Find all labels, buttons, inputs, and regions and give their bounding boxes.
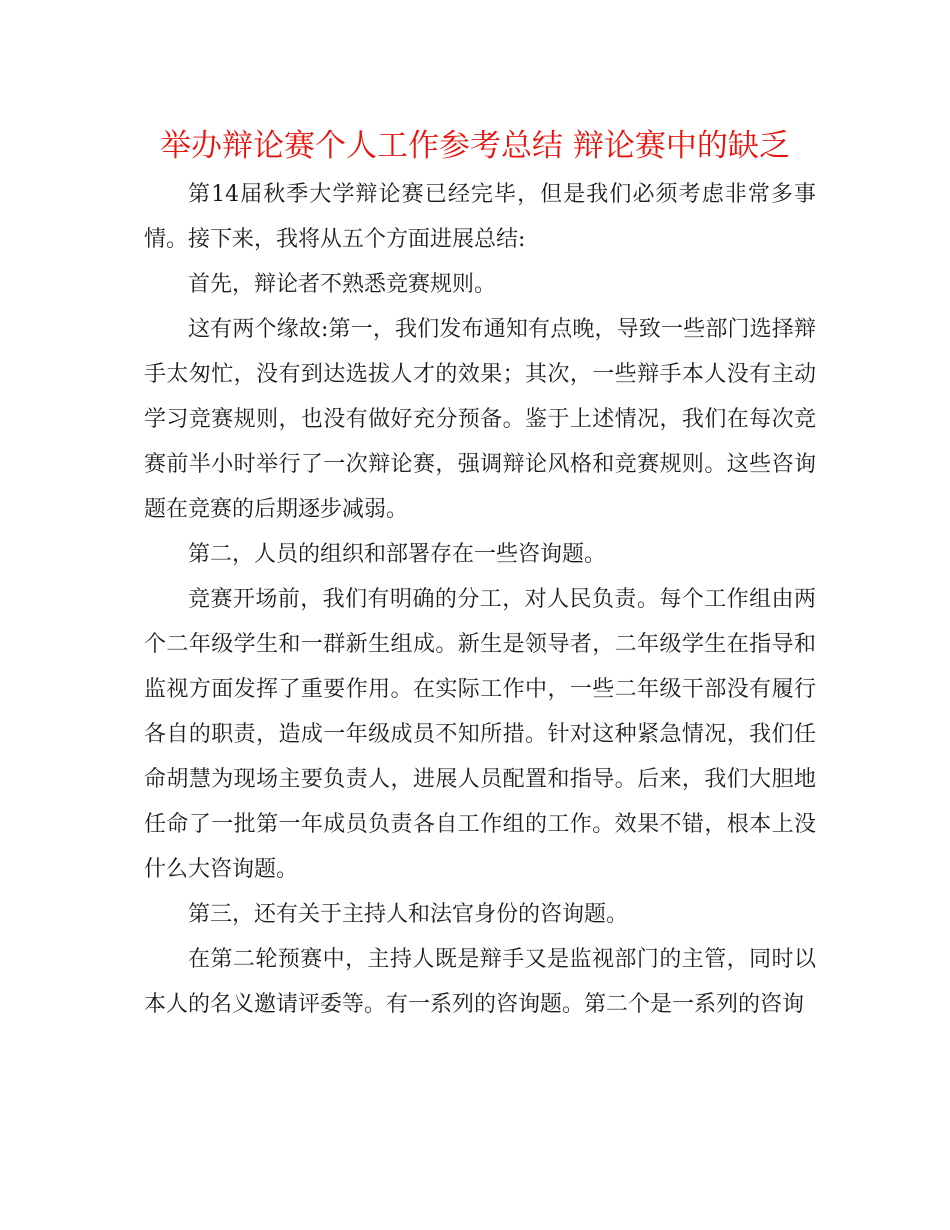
paragraph-5: 竞赛开场前，我们有明确的分工，对人民负责。每个工作组由两个二年级学生和一群新生组成。新生是领导者，二年级学生在指导和监视方面发挥了重要作用。在实际工作中，一些二年级干部没有履行各自的职责，造成一年级成员不知所措。针对这种紧急情况，我们任命胡慧为现场主要负责人，进展人员配置和指导。后来，我们大胆地任命了一批第一年成员负责各自工作组的工作。效果不错，根本上没什么大咨询题。 xyxy=(144,587,816,882)
paragraph-4: 第二，人员的组织和部署存在一些咨询题。 xyxy=(188,542,607,567)
paragraph-6: 第三，还有关于主持人和法官身份的咨询题。 xyxy=(188,902,629,927)
document-body xyxy=(144,172,816,1027)
paragraph-3: 这有两个缘故:第一，我们发布通知有点晚，导致一些部门选择辩手太匆忙，没有到达选拔人才的效果；其次，一些辩手本人没有主动学习竞赛规则，也没有做好充分预备。鉴于上述情况，我们在每次竞赛前半小时举行了一次辩论赛，强调辩论风格和竞赛规则。这些咨询题在竞赛的后期逐步减弱。 xyxy=(144,317,816,522)
document-title: 举办辩论赛个人工作参考总结 辩论赛中的缺乏 xyxy=(160,128,790,164)
paragraph-1: 第14届秋季大学辩论赛已经完毕，但是我们必须考虑非常多事情。接下来，我将从五个方面进展总结: xyxy=(144,182,816,252)
paragraph-2: 首先，辩论者不熟悉竞赛规则。 xyxy=(188,272,497,297)
paragraph-7: 在第二轮预赛中，主持人既是辩手又是监视部门的主管，同时以本人的名义邀请评委等。有一系列的咨询题。第二个是一系列的咨询 xyxy=(144,947,816,1017)
